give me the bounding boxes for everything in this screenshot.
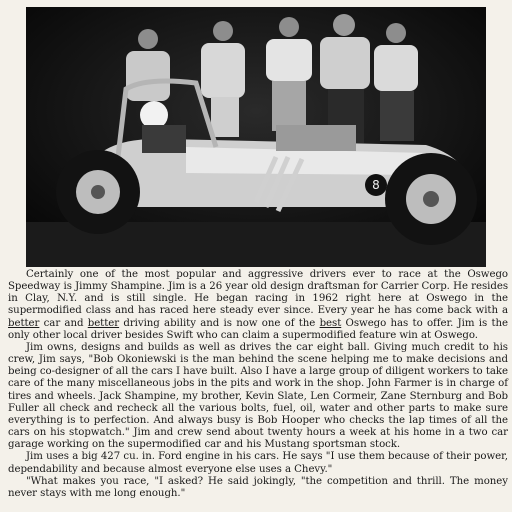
paragraph-4: "What makes you race, "I asked? He said jokingly, "the competition and thrill. The money never stays with me long enough." (8, 475, 508, 499)
paragraph-3: Jim uses a big 427 cu. in. Ford engine in his cars. He says "I use them because of their power, dependability and because almost everyone else uses a Chevy." (8, 451, 508, 475)
paragraph-2: Jim owns, designs and builds as well as drives the car eight ball. Giving much credit to his crew, Jim says, "Bob Okoniewski is the man behind the scene helping me to make decisions and being co-designer of all the cars I have built. Also I have a large group of diligent workers to take care of the many miscellaneous jobs in the pits and work in the shop. John Farmer is in charge of tires and wheels. Jack Shampine, my brother, Kevin Slate, Len Cormeir, Zane Sternburg and Bob Fuller all check and recheck all the various bolts, fuel, oil, water and other parts to make sure everything is to perfection. And always busy is Bob Hooper who checks the lap times of all the cars on his stopwatch." Jim and crew send about twenty hours a week at his home in a two car garage working on the supermodified car and his Mustang sportsman stock. (8, 341, 508, 451)
car-number: 8 (372, 178, 380, 192)
rear-wheel (385, 153, 477, 245)
front-wheel (56, 150, 140, 234)
race-car-photo-drawing (26, 7, 486, 267)
article-body (8, 269, 508, 500)
paragraph-1 (8, 269, 508, 342)
underlined-best: best (319, 317, 342, 329)
race-car-photo (26, 7, 486, 267)
underlined-better-1: better (8, 317, 40, 329)
paragraph-1-text-b: car and (39, 317, 88, 329)
underlined-better-2: better (87, 317, 120, 329)
paragraph-1-text-d: Oswego has to offer. Jim is the only other local driver besides Swift who can claim a supermodified feature win at Oswego. (8, 317, 508, 341)
paragraph-1-text-c: driving ability and is now one of the (119, 317, 320, 329)
paragraph-1-text-a: Certainly one of the most popular and aggressive drivers ever to race at the Oswego Speedway is Jimmy Shampine. Jim is a 26 year old design draftsman for Carrier Corp. He resides in Clay, N.Y. and is still single. He began racing in 1962 right here at Oswego in the supermodified class and has raced here steady ever since. Every year he has come back with a (8, 269, 508, 317)
